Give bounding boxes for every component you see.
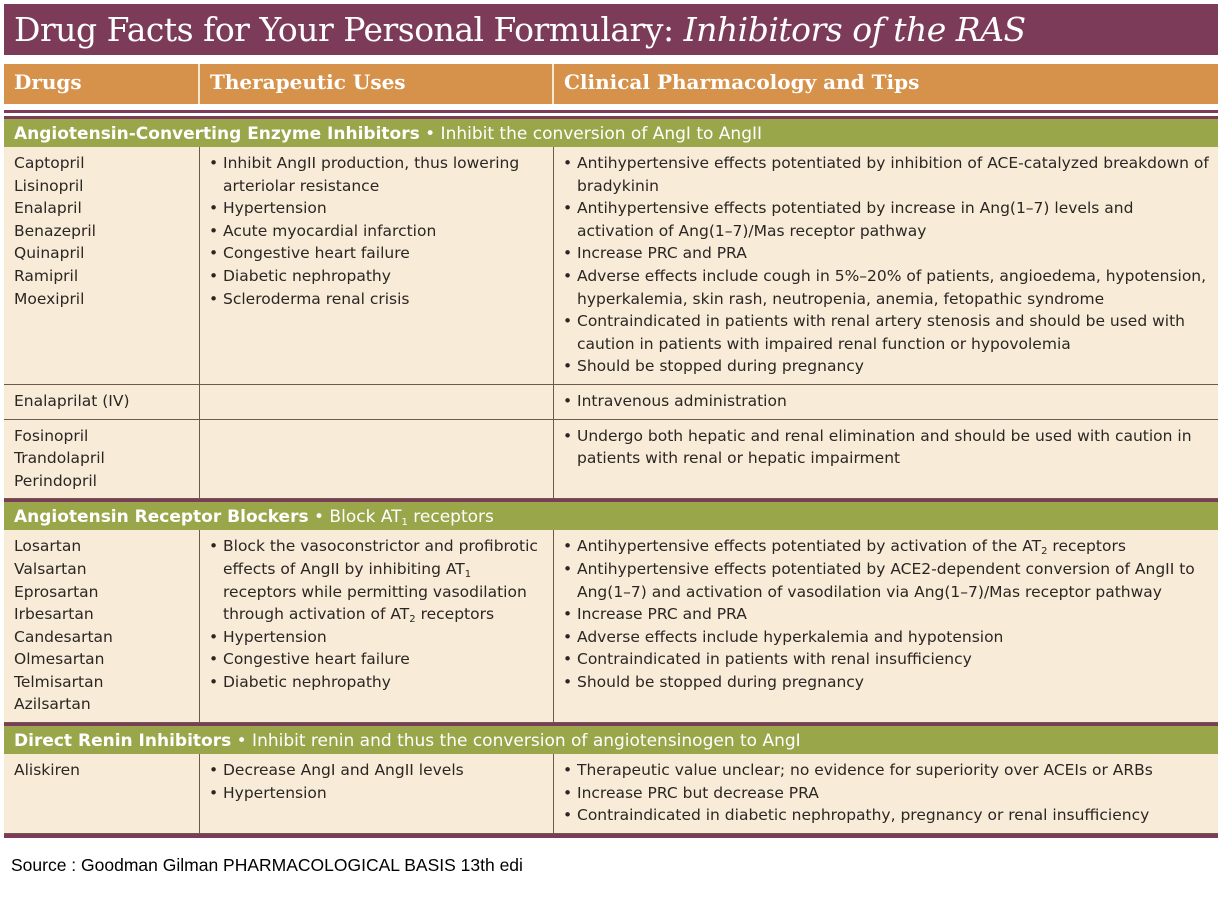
drug-name: Enalaprilat (IV) <box>14 391 130 410</box>
section-name: Angiotensin-Converting Enzyme Inhibitors <box>14 124 420 144</box>
drugs-cell <box>4 420 200 499</box>
list-item: • Increase PRC but decrease PRA <box>562 782 1210 805</box>
drug-name: Trandolapril <box>14 449 105 468</box>
drug-name: Moexipril <box>14 289 85 308</box>
list-item: • Undergo both hepatic and renal elimination and should be used with caution in patients with renal or hepatic impairment <box>562 425 1210 470</box>
list-item <box>562 535 1210 558</box>
drugs-cell <box>4 147 200 384</box>
list-item: • Diabetic nephropathy <box>208 265 545 288</box>
table-row <box>4 147 1218 385</box>
subscript: 2 <box>409 614 416 626</box>
drug-name: Enalapril <box>14 199 82 218</box>
drug-name: Ramipril <box>14 266 79 285</box>
subscript: 2 <box>1041 546 1048 558</box>
tips-cell <box>554 147 1218 384</box>
uses-cell <box>200 754 554 833</box>
tips-list <box>562 759 1210 827</box>
list-item: • Antihypertensive effects potentiated by ACE2-dependent conversion of AngII to Ang(1–7) and activation of vasodilation via Ang(1–7)/Mas receptor pathway <box>562 558 1210 603</box>
drug-name: Telmisartan <box>14 672 104 691</box>
list-item: • Therapeutic value unclear; no evidence for superiority over ACEIs or ARBs <box>562 759 1210 782</box>
table-bottom-rule <box>4 834 1218 838</box>
text-part: Block the vasoconstrictor and profibrotic effects of AngII by inhibiting AT <box>223 537 538 578</box>
uses-cell <box>200 420 554 499</box>
list-item: • Adverse effects include cough in 5%–20% of patients, angioedema, hypotension, hyperkalemia, skin rash, neutropenia, anemia, fetopathic syndrome <box>562 265 1210 310</box>
drug-name: Benazepril <box>14 221 96 240</box>
list-item: • Increase PRC and PRA <box>562 603 1210 626</box>
drug-name: Olmesartan <box>14 650 105 669</box>
title-italic: Inhibitors of the RAS <box>683 10 1026 49</box>
column-header-uses: Therapeutic Uses <box>200 64 554 104</box>
list-item: • Intravenous administration <box>562 390 1210 413</box>
drug-name: Losartan <box>14 537 82 556</box>
list-item: • Contraindicated in diabetic nephropathy, pregnancy or renal insufficiency <box>562 804 1210 827</box>
text-part: receptors <box>415 605 495 624</box>
drug-name: Irbesartan <box>14 605 94 624</box>
drug-name: Quinapril <box>14 244 85 263</box>
text-part: receptors while permitting vasodilation through activation of AT <box>223 582 527 624</box>
list-item: • Antihypertensive effects potentiated by inhibition of ACE-catalyzed breakdown of bradykinin <box>562 152 1210 197</box>
tips-list <box>562 390 1210 413</box>
drugs-cell <box>4 385 200 419</box>
section-header <box>4 116 1218 147</box>
page-title <box>4 4 1218 55</box>
list-item: • Hypertension <box>208 782 545 805</box>
drug-name: Valsartan <box>14 559 87 578</box>
list-item: • Should be stopped during pregnancy <box>562 671 1210 694</box>
drug-name: Eprosartan <box>14 582 99 601</box>
sections-container <box>4 116 1218 838</box>
drug-name: Aliskiren <box>14 761 80 780</box>
section-header <box>4 723 1218 754</box>
drug-name: Captopril <box>14 154 85 172</box>
drug-name: Perindopril <box>14 471 97 490</box>
list-item: • Hypertension <box>208 626 545 649</box>
column-header-row <box>4 64 1218 104</box>
list-item: • Diabetic nephropathy <box>208 671 545 694</box>
tips-cell <box>554 754 1218 833</box>
table-row <box>4 420 1218 500</box>
list-item: • Scleroderma renal crisis <box>208 288 545 311</box>
section-header <box>4 499 1218 530</box>
tips-list <box>562 535 1210 693</box>
uses-cell <box>200 147 554 384</box>
source-citation: Source : Goodman Gilman PHARMACOLOGICAL BASIS 13th edi <box>11 855 523 875</box>
tips-cell <box>554 385 1218 419</box>
drug-name: Azilsartan <box>14 695 91 714</box>
text-part: receptors <box>1047 537 1126 556</box>
column-header-drugs: Drugs <box>4 64 200 104</box>
list-item <box>208 535 545 625</box>
tips-list <box>562 425 1210 470</box>
list-item: • Congestive heart failure <box>208 648 545 671</box>
list-item: • Increase PRC and PRA <box>562 242 1210 265</box>
section-description: • Block AT <box>314 507 402 528</box>
list-item: • Acute myocardial infarction <box>208 220 545 243</box>
uses-cell <box>200 530 554 722</box>
list-item: • Should be stopped during pregnancy <box>562 355 1210 378</box>
drug-name: Candesartan <box>14 627 113 646</box>
section-name: Direct Renin Inhibitors <box>14 731 232 752</box>
list-item: • Hypertension <box>208 197 545 220</box>
section-description: • Inhibit the conversion of AngI to AngII <box>425 124 763 144</box>
section-subscript: 1 <box>401 517 408 529</box>
table-row <box>4 385 1218 420</box>
section-name: Angiotensin Receptor Blockers <box>14 507 309 528</box>
uses-cell <box>200 385 554 419</box>
uses-list <box>208 152 545 310</box>
list-item: • Decrease AngI and AngII levels <box>208 759 545 782</box>
list-item: • Contraindicated in patients with renal artery stenosis and should be used with caution in patients with impaired renal function or hypovolemia <box>562 310 1210 355</box>
table-row <box>4 754 1218 834</box>
formulary-table <box>4 4 1218 838</box>
list-item: • Contraindicated in patients with renal insufficiency <box>562 648 1210 671</box>
tips-list <box>562 152 1210 378</box>
uses-list <box>208 759 545 804</box>
drug-name: Lisinopril <box>14 176 84 195</box>
text-part: Antihypertensive effects potentiated by activation of the AT <box>577 537 1042 556</box>
title-main: Drug Facts for Your Personal Formulary: <box>14 10 684 49</box>
drugs-cell <box>4 754 200 833</box>
list-item: • Antihypertensive effects potentiated by increase in Ang(1–7) levels and activation of Ang(1–7)/Mas receptor pathway <box>562 197 1210 242</box>
drugs-cell <box>4 530 200 722</box>
tips-cell <box>554 420 1218 499</box>
list-item: • Inhibit AngII production, thus lowering arteriolar resistance <box>208 152 545 197</box>
column-header-tips: Clinical Pharmacology and Tips <box>564 70 920 94</box>
section-description: • Inhibit renin and thus the conversion of angiotensinogen to AngI <box>236 731 801 752</box>
section-description-end: receptors <box>407 507 494 528</box>
tips-cell <box>554 530 1218 722</box>
list-item: • Adverse effects include hyperkalemia and hypotension <box>562 626 1210 649</box>
uses-list <box>208 535 545 693</box>
table-row <box>4 530 1218 723</box>
list-item: • Congestive heart failure <box>208 242 545 265</box>
drug-name: Fosinopril <box>14 426 89 445</box>
subscript: 1 <box>464 568 472 580</box>
